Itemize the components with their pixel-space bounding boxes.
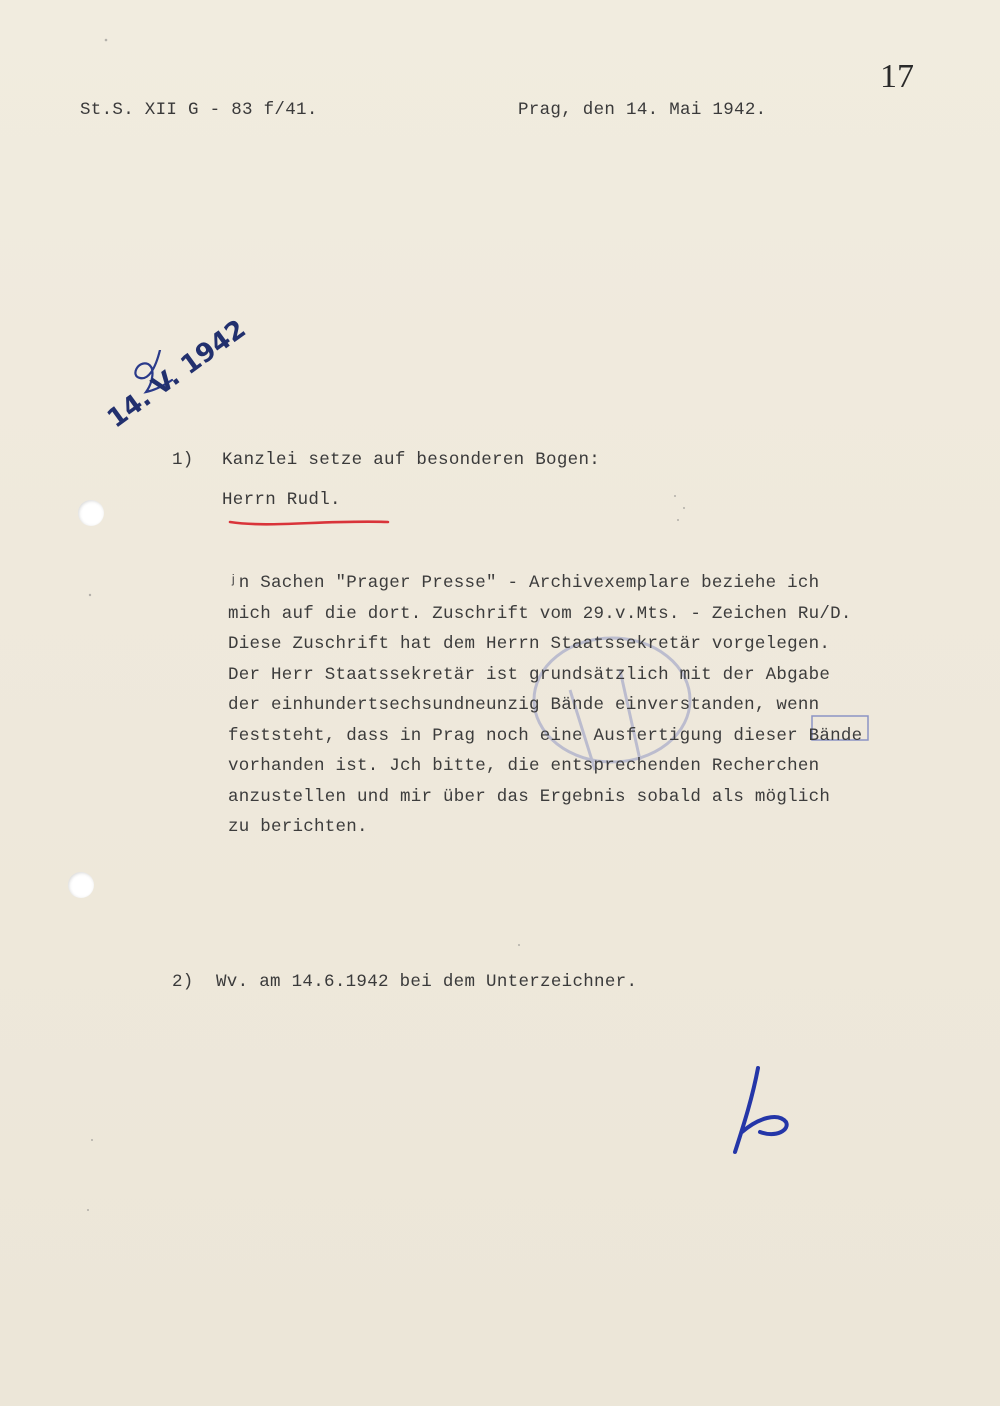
body-line: mich auf die dort. Zuschrift vom 29.v.Mts. - Zeichen Ru/D. [228, 603, 852, 624]
body-line: der einhundertsechsundneunzig Bände einverstanden, wenn [228, 695, 820, 715]
item-number-2: 2) [172, 972, 194, 992]
handwritten-signature [735, 1068, 787, 1152]
addressee: Herrn Rudl. [222, 490, 341, 510]
body-line: feststeht, dass in Prag noch eine Ausfertigung dieser Bände [228, 725, 863, 746]
red-pencil-underline [230, 522, 388, 525]
body-line: Der Herr Staatssekretär ist grundsätzlich mit der Abgabe [228, 664, 831, 685]
item-text-2: Wv. am 14.6.1942 bei dem Unterzeichner. [216, 972, 638, 992]
body-line: vorhanden ist. Jch bitte, die entsprechenden Recherchen [228, 756, 820, 776]
body-line: Diese Zuschrift hat dem Herrn Staatssekretär vorgelegen. [228, 634, 831, 654]
item-number-1: 1) [172, 450, 194, 470]
paper-specks [87, 39, 685, 1211]
body-line: zu berichten. [228, 817, 368, 837]
page-number: 17 [880, 58, 914, 95]
punch-hole-bottom [68, 872, 94, 898]
place-date: Prag, den 14. Mai 1942. [518, 100, 767, 120]
punch-hole-top [78, 500, 104, 526]
body-line: anzustellen und mir über das Ergebnis sobald als möglich [228, 786, 831, 807]
body-line: ʲn Sachen "Prager Presse" - Archivexemplare beziehe ich [228, 573, 820, 593]
file-reference: St.S. XII G - 83 f/41. [80, 100, 318, 120]
date-stamp-text: 14. V. 1942 [102, 314, 252, 435]
item-text-1: Kanzlei setze auf besonderen Bogen: [222, 450, 601, 470]
